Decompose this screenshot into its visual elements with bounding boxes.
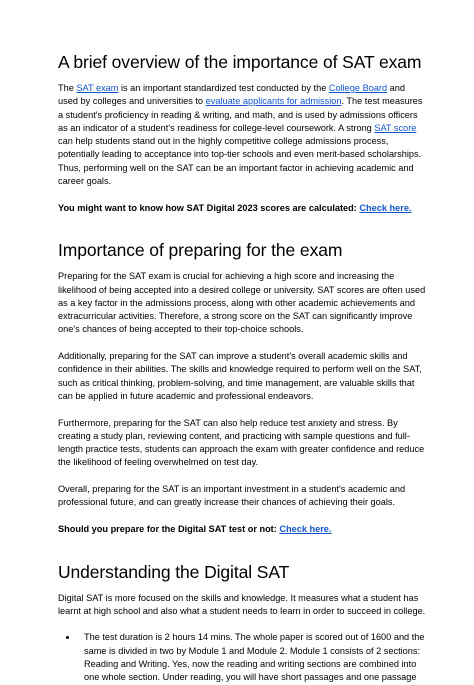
spacer [58, 228, 426, 240]
link-evaluate-applicants[interactable]: evaluate applicants for admission [205, 96, 342, 107]
text-run: and used by colleges and universities to [58, 83, 405, 107]
link-sat-exam[interactable]: SAT exam [76, 83, 119, 93]
paragraph-preparing-4: Overall, preparing for the SAT is an important investment in a student's academic and professional future, and can greatly increase their chances of achieving their goals. [58, 484, 406, 508]
paragraph-sat-overview [58, 82, 426, 188]
text-run: is an important standardized test conducted by the [118, 83, 329, 93]
section-heading-sat-overview: A brief overview of the importance of SAT exam [58, 52, 422, 72]
callout-scores [58, 202, 426, 215]
list-item: • The test duration is 2 hours 14 mins. The whole paper is scored out of 1600 and the same is divided in two by Module 1 and Module 2. Module 1 consists of 2 sections: Reading and Writing. Yes, now the reading and writing sections are combined into one whole section. Under reading, you will have short passages and one passage [78, 631, 426, 684]
text-run: can help students stand out in the highly competitive college admissions process, potentially leading to acceptance into top-tier schools and even merit-based scholarships. Thus, performing well on the SAT can be an important factor in achieving academic and career goals. [58, 136, 422, 187]
link-college-board[interactable]: College Board [328, 83, 388, 93]
callout-text: You might want to know how SAT Digital 2023 scores are calculated: [58, 202, 360, 213]
link-sat-score[interactable]: SAT score [374, 122, 417, 133]
callout-text: Should you prepare for the Digital SAT test or not: [58, 523, 280, 534]
link-check-here-prepare[interactable]: Check here. [279, 523, 332, 534]
paragraph-preparing-3: Furthermore, preparing for the SAT can also help reduce test anxiety and stress. By creating a study plan, reviewing content, and practicing with sample questions and full-length practice tests, students can approach the exam with greater confidence and reduce the likelihood of feeling overwhelmed on test day. [58, 417, 425, 468]
paragraph-preparing-2: Additionally, preparing for the SAT can improve a student's overall academic skills and confidence in their abilities. The skills and knowledge required to perform well on the SAT, such as critical thinking, problem-solving, and time management, are valuable skills that can be applied in future academic and professional endeavors. [58, 351, 422, 401]
callout-prepare [58, 523, 426, 536]
section-heading-preparing: Importance of preparing for the exam [58, 240, 343, 261]
paragraph-digital-sat: Digital SAT is more focused on the skills and knowledge. It measures what a student has learnt at high school and also what a student needs to learn in order to succeed in college. [58, 592, 426, 616]
link-check-here-scores[interactable]: Check here. [359, 202, 412, 213]
paragraph-preparing-1: Preparing for the SAT exam is crucial for achieving a high score and increasing the likelihood of being accepted into a desired college or university. SAT scores are often used as a key factor in the admissions process, along with other academic achievements and extracurricular activities. Therefore, a strong score on the SAT can significantly improve one's chances of being accepted to their top-choice schools. [58, 271, 426, 335]
text-run: . The test measures a student's proficiency in reading & writing, and math, and is used by admissions officers as an indicator of a student's readiness for college-level coursework. A strong [58, 96, 423, 133]
bullet-list [58, 631, 426, 684]
spacer [58, 550, 426, 562]
section-heading-digital-sat: Understanding the Digital SAT [58, 561, 290, 582]
text-run: The [58, 83, 77, 93]
